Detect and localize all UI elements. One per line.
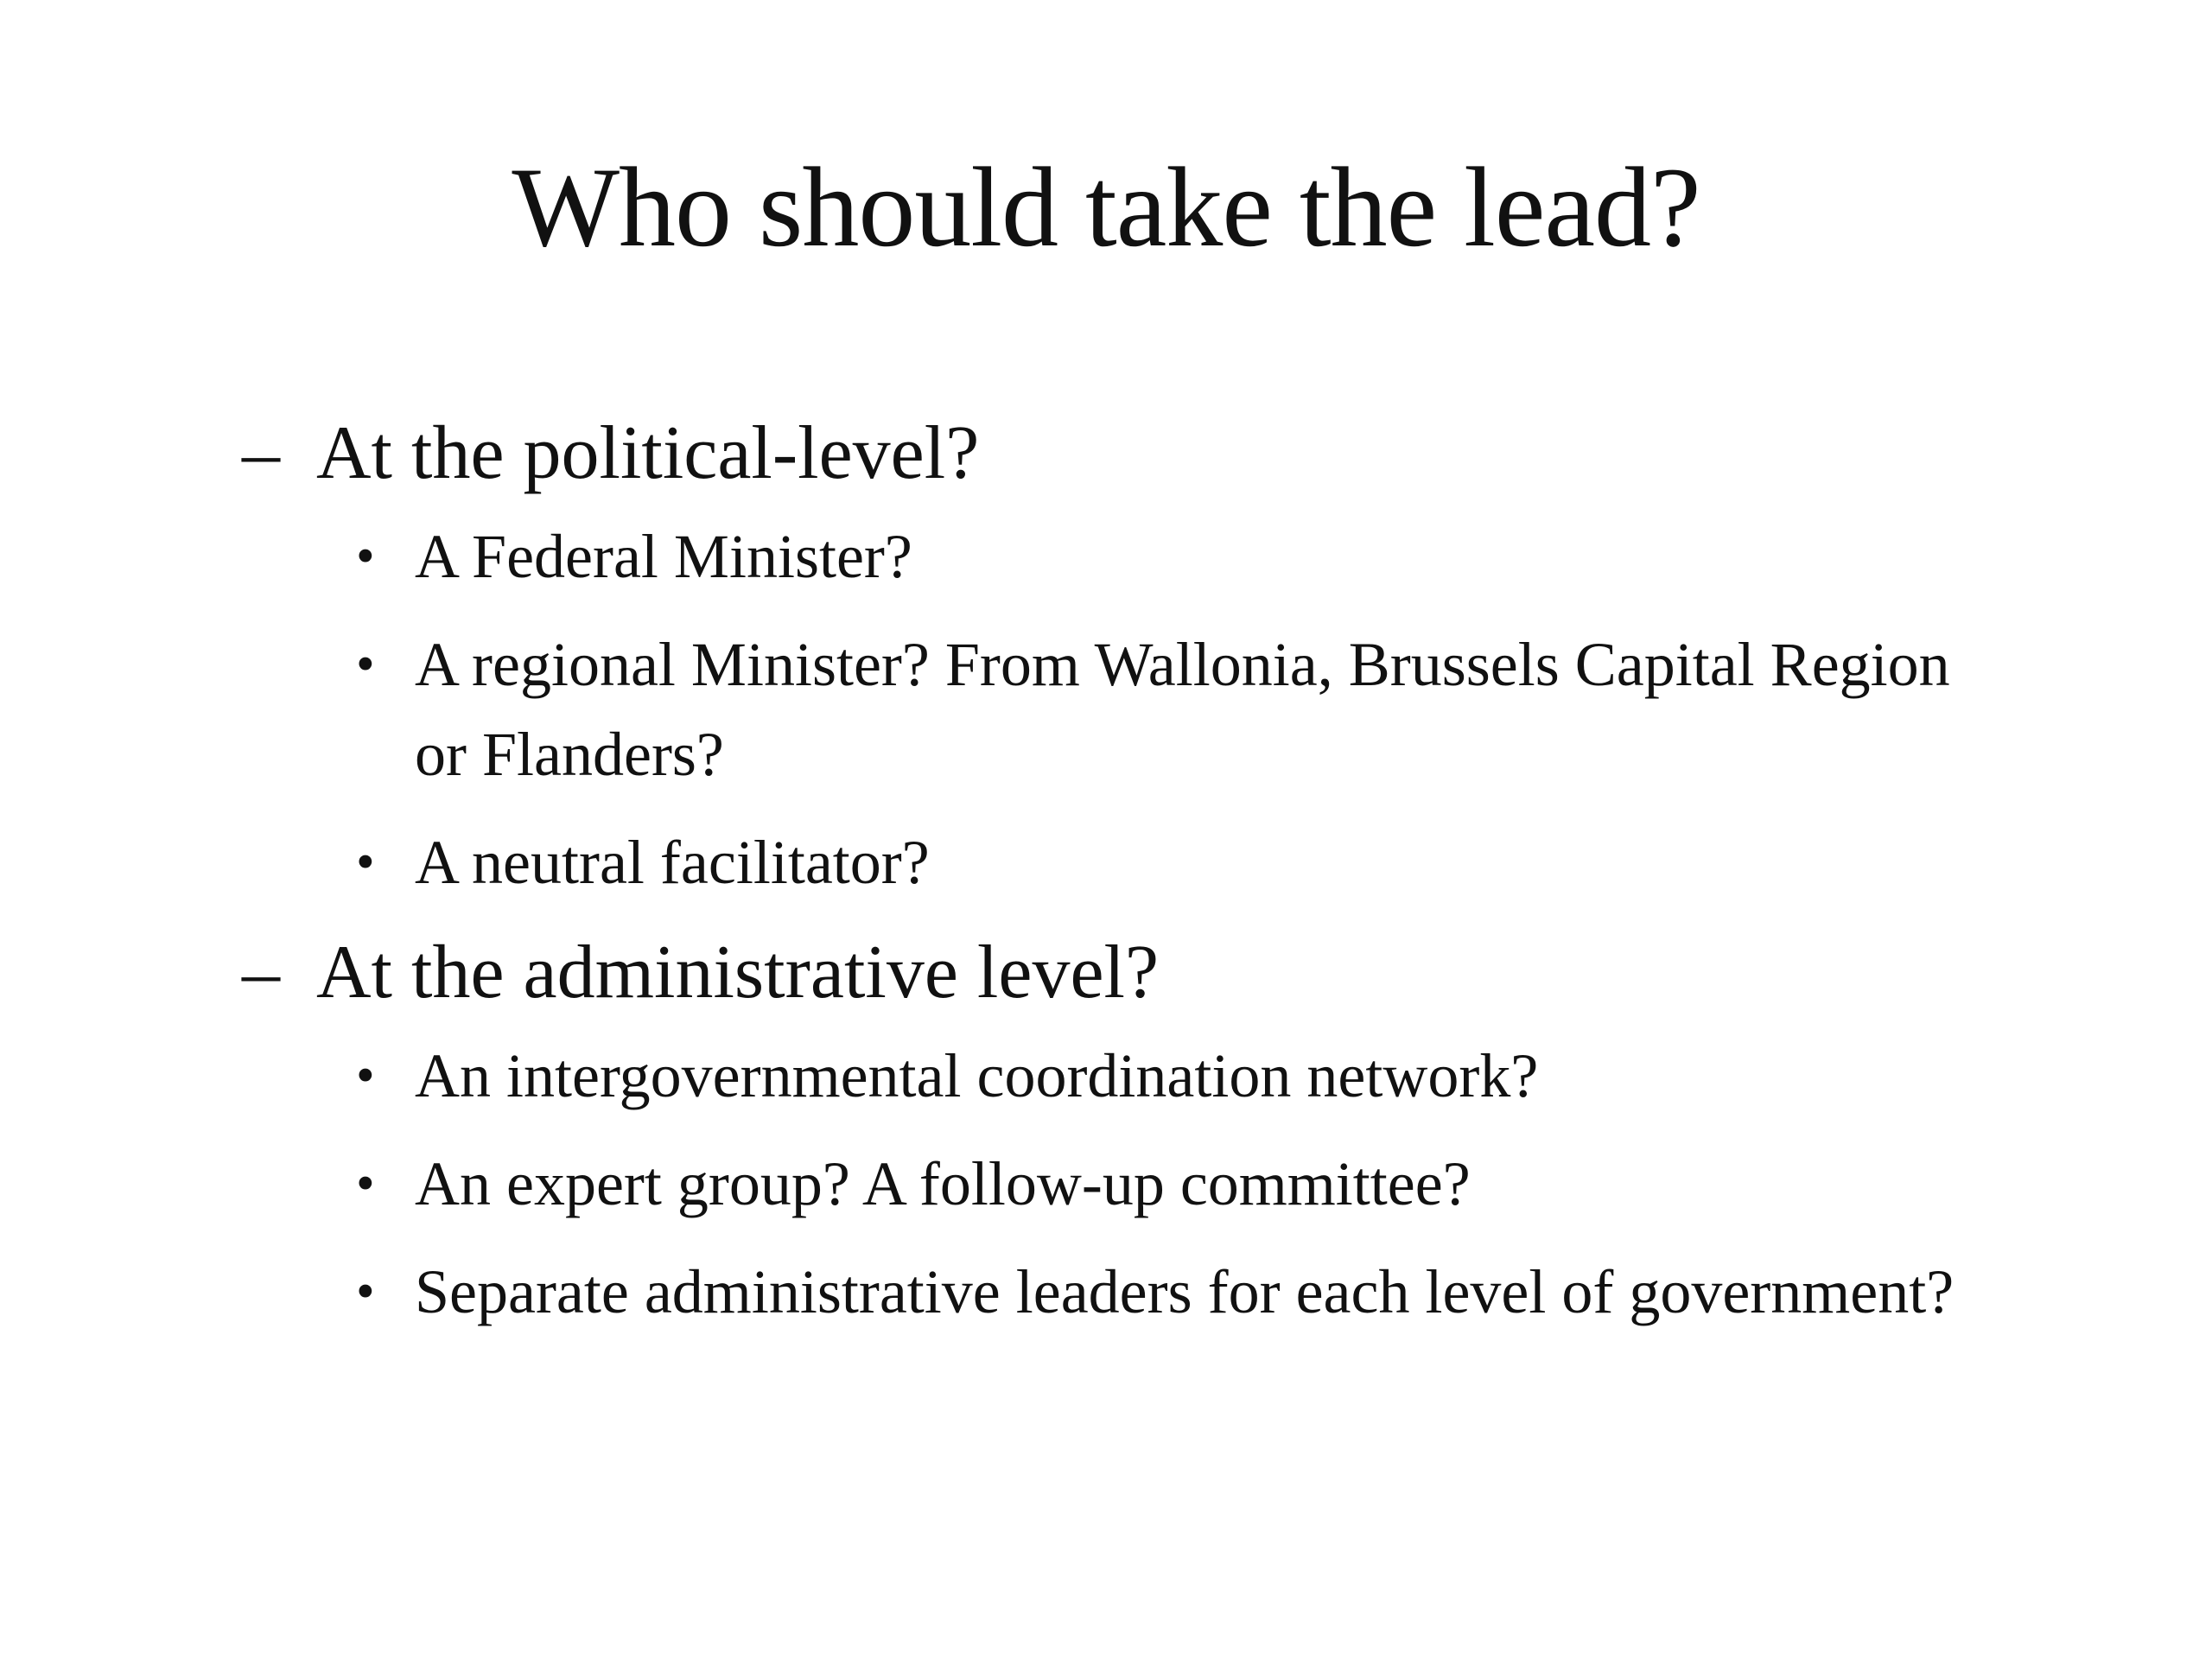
dash-marker: – xyxy=(242,411,280,495)
list-item xyxy=(242,817,1987,907)
bullet-icon: • xyxy=(356,1262,375,1321)
slide-content xyxy=(242,406,1987,1355)
list-item xyxy=(242,1031,1987,1121)
dash-marker: – xyxy=(242,931,280,1014)
list-item-text: Separate administrative leaders for each level of government? xyxy=(415,1257,1955,1326)
section-heading-political xyxy=(242,406,1987,501)
list-item-text: An intergovernmental coordination network? xyxy=(415,1041,1539,1110)
section-heading-administrative xyxy=(242,925,1987,1020)
list-item xyxy=(242,512,1987,601)
bullet-icon: • xyxy=(356,635,375,694)
list-item xyxy=(242,1139,1987,1229)
section-heading-text: At the administrative level? xyxy=(316,931,1160,1014)
bullet-icon: • xyxy=(356,1046,375,1105)
list-item-text: A regional Minister? From Wallonia, Brussels Capital Region or Flanders? xyxy=(415,630,1950,789)
political-options-list xyxy=(242,512,1987,907)
slide-title: Who should take the lead? xyxy=(512,143,1700,270)
administrative-options-list xyxy=(242,1031,1987,1337)
list-item-text: A neutral facilitator? xyxy=(415,828,930,897)
list-item-text: An expert group? A follow-up committee? xyxy=(415,1149,1471,1218)
list-item xyxy=(242,1247,1987,1337)
list-item-text: A Federal Minister? xyxy=(415,522,912,591)
section-heading-text: At the political-level? xyxy=(316,411,980,495)
bullet-icon: • xyxy=(356,1154,375,1213)
bullet-icon: • xyxy=(356,527,375,586)
list-item xyxy=(242,620,1987,799)
bullet-icon: • xyxy=(356,833,375,892)
